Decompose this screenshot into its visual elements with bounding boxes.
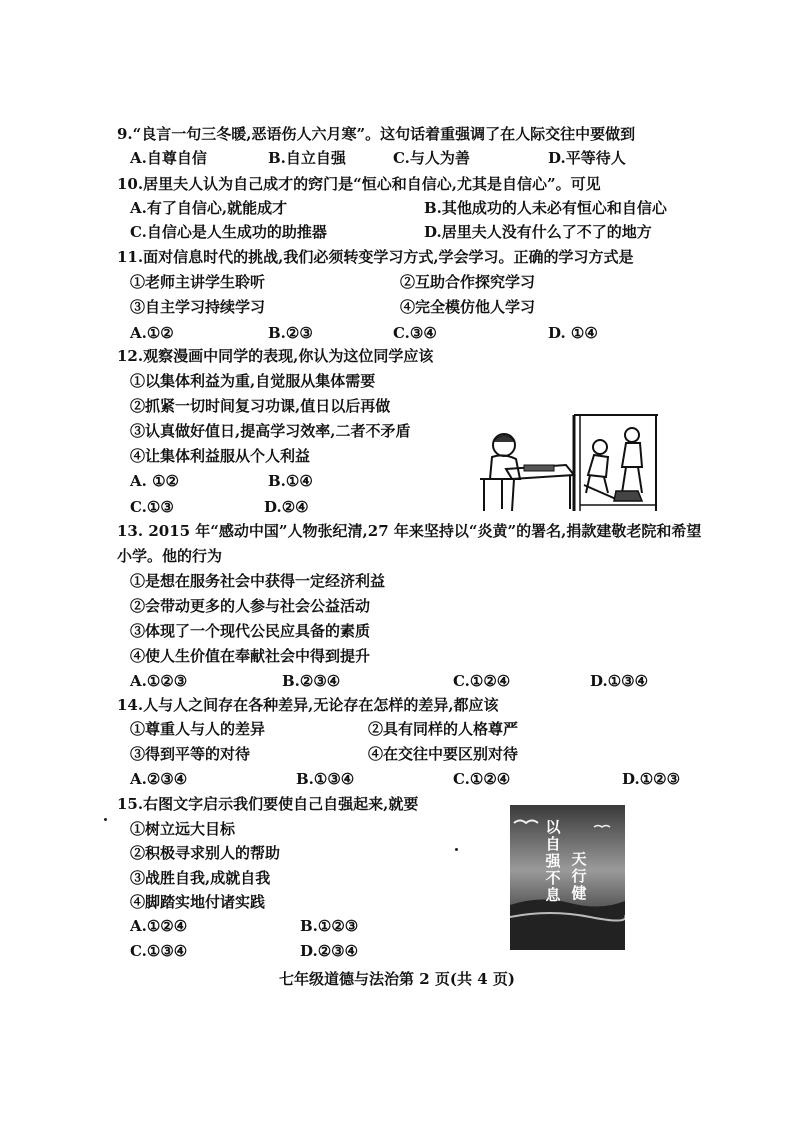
q12-statement-1: ①以集体利益为重,自觉服从集体需要 [130,372,376,390]
q11-statement-4: ④完全模仿他人学习 [400,298,536,316]
q13-stem-line2: 小学。他的行为 [117,547,223,565]
q13-option-c: C.①②④ [453,672,511,690]
q15-statement-2: ②积极寻求别人的帮助 [130,844,281,862]
q11-option-d: D. ①④ [548,324,598,342]
q15-option-b: B.①②③ [300,917,359,935]
q12-option-c: C.①③ [130,498,174,516]
q14-statement-2: ②具有同样的人格尊严 [368,720,519,738]
q13-statement-3: ③体现了一个现代公民应具备的素质 [130,622,371,640]
q12-statement-4: ④让集体利益服从个人利益 [130,447,311,465]
page-footer: 七年级道德与法治第 2 页(共 4 页) [279,970,515,988]
q13-stem-line1: 13. 2015 年“感动中国”人物张纪清,27 年来坚持以“炎黄”的署名,捐款建敬老院和希望 [117,522,702,540]
q11-option-c: C.③④ [393,324,437,342]
cartoon-drawing [466,413,658,513]
q11-option-a: A.①② [130,324,174,342]
q10-option-b: B.其他成功的人未必有恒心和自信心 [424,199,667,217]
q14-statement-1: ①尊重人与人的差异 [130,720,266,738]
q11-stem: 11.面对信息时代的挑战,我们必须转变学习方式,学会学习。正确的学习方式是 [117,248,634,266]
q15-option-a: A.①②④ [130,917,188,935]
q12-statement-2: ②抓紧一切时间复习功课,值日以后再做 [130,397,391,415]
q13-statement-1: ①是想在服务社会中获得一定经济利益 [130,572,386,590]
q14-option-b: B.①③④ [296,770,355,788]
q15-statement-4: ④脚踏实地付诸实践 [130,893,266,911]
q15-statement-3: ③战胜自我,成就自我 [130,869,271,887]
q11-statement-1: ①老师主讲学生聆听 [130,273,266,291]
q9-option-a: A.自尊自信 [130,149,207,167]
q9-option-c: C.与人为善 [393,149,470,167]
q13-option-a: A.①②③ [130,672,188,690]
q10-option-c: C.自信心是人生成功的助推器 [130,223,327,241]
q9-option-d: D.平等待人 [548,149,626,167]
q9-option-b: B.自立自强 [268,149,346,167]
q11-statement-3: ③自主学习持续学习 [130,298,266,316]
q12-option-d: D.②④ [264,498,309,516]
calligraphy-column-left: 天行健 [571,850,587,902]
calligraphy-column-right: 以自强不息 [545,818,561,904]
calligraphy-image [510,805,625,950]
q11-option-b: B.②③ [268,324,313,342]
q13-option-d: D.①③④ [590,672,649,690]
q12-statement-3: ③认真做好值日,提高学习效率,二者不矛盾 [130,422,411,440]
q9-stem: 9.“良言一句三冬暖,恶语伤人六月寒”。这句话着重强调了在人际交往中要做到 [117,125,636,143]
calligraphy-background [510,805,625,950]
q10-option-a: A.有了自信心,就能成才 [130,199,288,217]
cartoon-image [466,413,658,513]
q13-statement-2: ②会带动更多的人参与社会公益活动 [130,597,371,615]
scan-speck [455,848,458,851]
q15-option-d: D.②③④ [300,942,359,960]
scan-speck [104,818,107,821]
q14-statement-4: ④在交往中要区别对待 [368,745,519,763]
q11-statement-2: ②互助合作探究学习 [400,273,536,291]
q15-statement-1: ①树立远大目标 [130,820,236,838]
q13-statement-4: ④使人生价值在奉献社会中得到提升 [130,647,371,665]
q12-option-a: A. ①② [130,472,179,490]
q10-option-d: D.居里夫人没有什么了不了的地方 [424,223,652,241]
q15-option-c: C.①③④ [130,942,188,960]
q14-option-a: A.②③④ [130,770,188,788]
q15-stem: 15.右图文字启示我们要使自己自强起来,就要 [117,795,419,813]
q14-stem: 14.人与人之间存在各种差异,无论存在怎样的差异,都应该 [117,696,499,714]
q14-option-c: C.①②④ [453,770,511,788]
q14-option-d: D.①②③ [622,770,681,788]
q10-stem: 10.居里夫人认为自己成才的窍门是“恒心和自信心,尤其是自信心”。可见 [117,175,601,193]
q12-option-b: B.①④ [268,472,313,490]
q12-stem: 12.观察漫画中同学的表现,你认为这位同学应该 [117,347,434,365]
q14-statement-3: ③得到平等的对待 [130,745,251,763]
q13-option-b: B.②③④ [282,672,341,690]
